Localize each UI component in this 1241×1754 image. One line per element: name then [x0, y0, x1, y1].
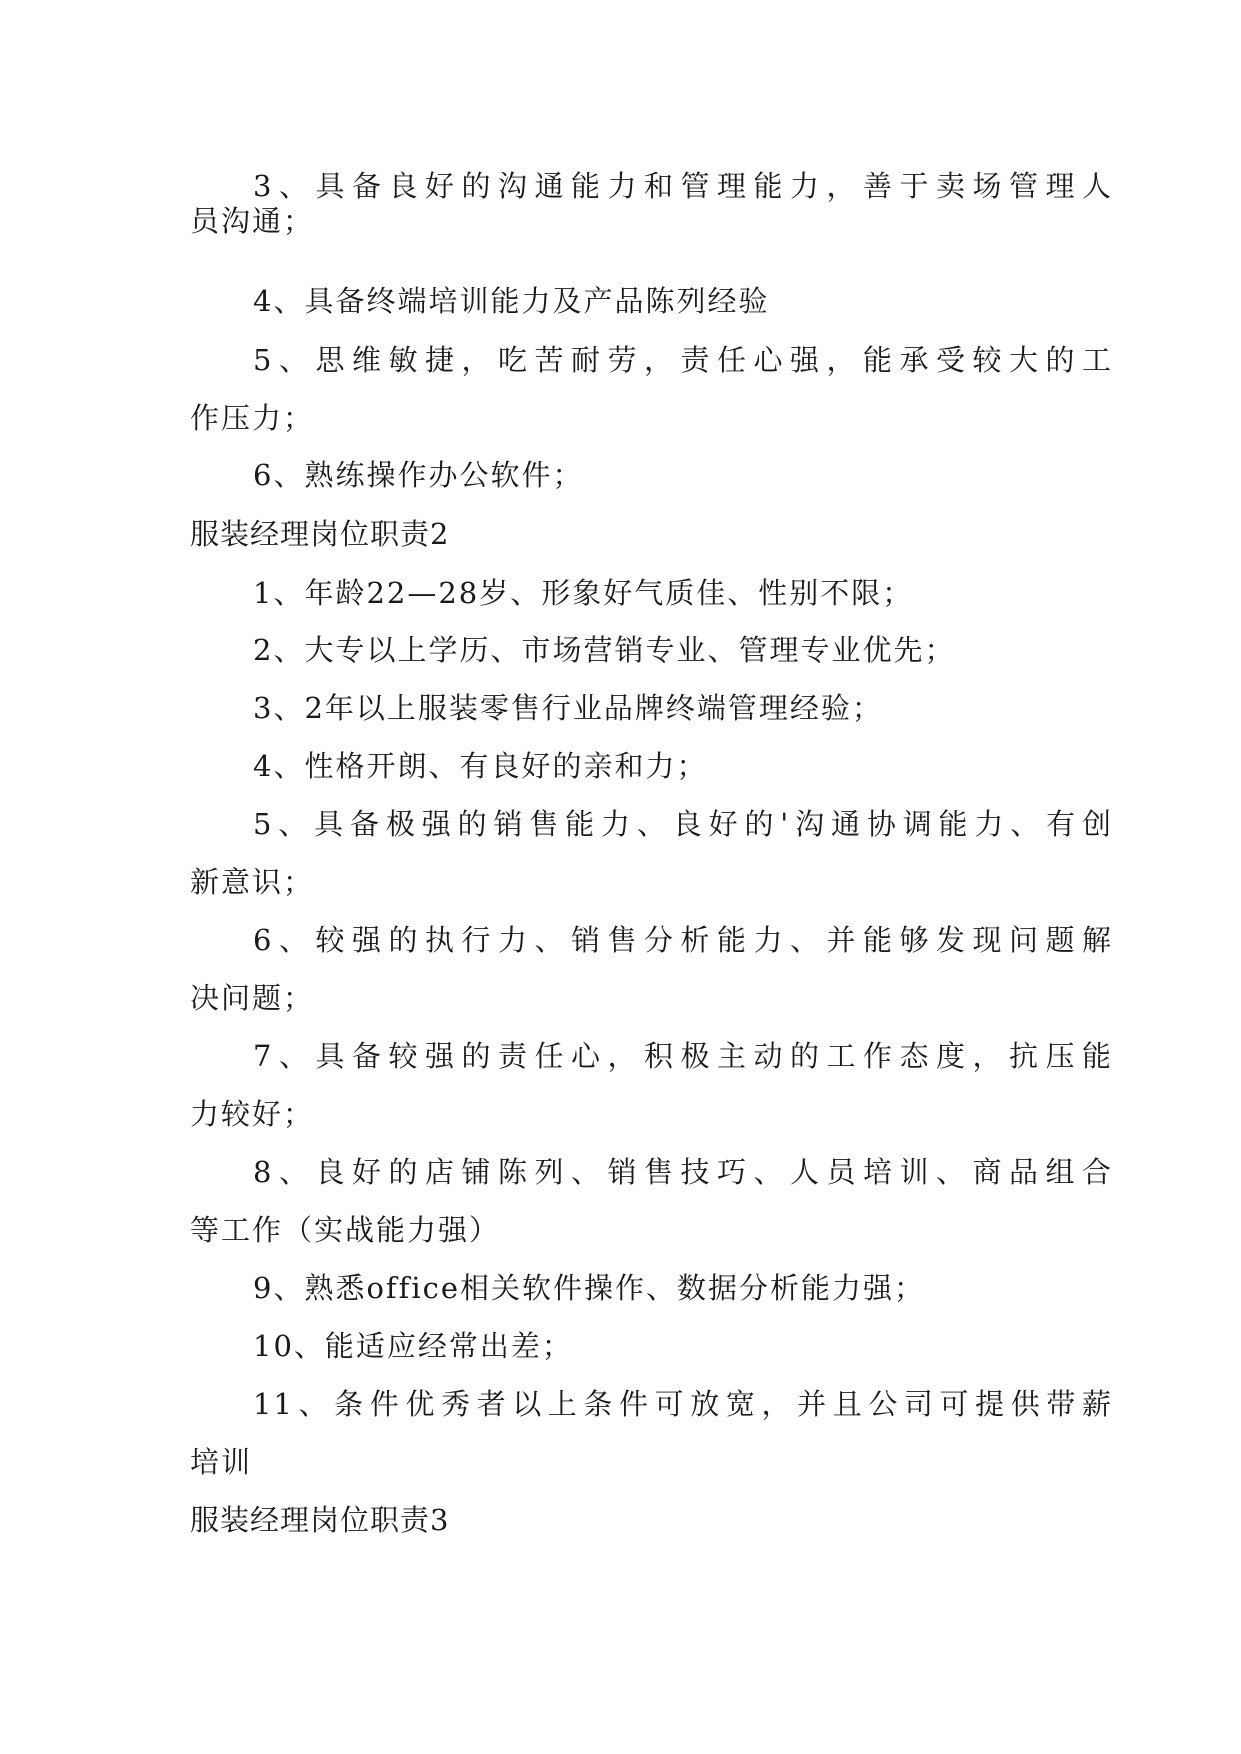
- paragraph-line: 新意识；: [190, 865, 315, 899]
- paragraph-line: 1、年龄22—28岁、形象好气质佳、性别不限；: [253, 576, 914, 610]
- section-heading: 服装经理岗位职责2: [190, 517, 450, 551]
- section-heading: 服装经理岗位职责3: [190, 1503, 450, 1537]
- paragraph-line: 6、较强的执行力、销售分析能力、并能够发现问题解: [253, 923, 1113, 957]
- paragraph-line: 作压力；: [190, 401, 315, 435]
- paragraph-line: 7、具备较强的责任心，积极主动的工作态度，抗压能: [253, 1039, 1113, 1073]
- paragraph-line: 力较好；: [190, 1097, 315, 1131]
- paragraph-line: 培训: [190, 1445, 253, 1479]
- paragraph-line: 等工作（实战能力强）: [190, 1213, 501, 1247]
- paragraph-line: 11、条件优秀者以上条件可放宽，并且公司可提供带薪: [253, 1387, 1113, 1421]
- paragraph-line: 4、性格开朗、有良好的亲和力；: [253, 749, 708, 783]
- paragraph-line: 员沟通；: [190, 204, 315, 238]
- paragraph-line: 6、熟练操作办公软件；: [253, 458, 584, 492]
- paragraph-line: 4、具备终端培训能力及产品陈列经验: [253, 284, 770, 318]
- paragraph-line: 10、能适应经常出差；: [253, 1329, 573, 1363]
- paragraph-line: 2、大专以上学历、市场营销专业、管理专业优先；: [253, 633, 956, 667]
- paragraph-line: 决问题；: [190, 981, 315, 1015]
- paragraph-line: 8、良好的店铺陈列、销售技巧、人员培训、商品组合: [253, 1155, 1113, 1189]
- paragraph-line: 3、具备良好的沟通能力和管理能力，善于卖场管理人: [253, 169, 1113, 203]
- paragraph-line: 5、具备极强的销售能力、良好的'沟通协调能力、有创: [253, 807, 1113, 841]
- paragraph-line: 9、熟悉office相关软件操作、数据分析能力强；: [253, 1271, 926, 1305]
- paragraph-line: 5、思维敏捷，吃苦耐劳，责任心强，能承受较大的工: [253, 343, 1113, 377]
- paragraph-line: 3、2年以上服装零售行业品牌终端管理经验；: [253, 691, 883, 725]
